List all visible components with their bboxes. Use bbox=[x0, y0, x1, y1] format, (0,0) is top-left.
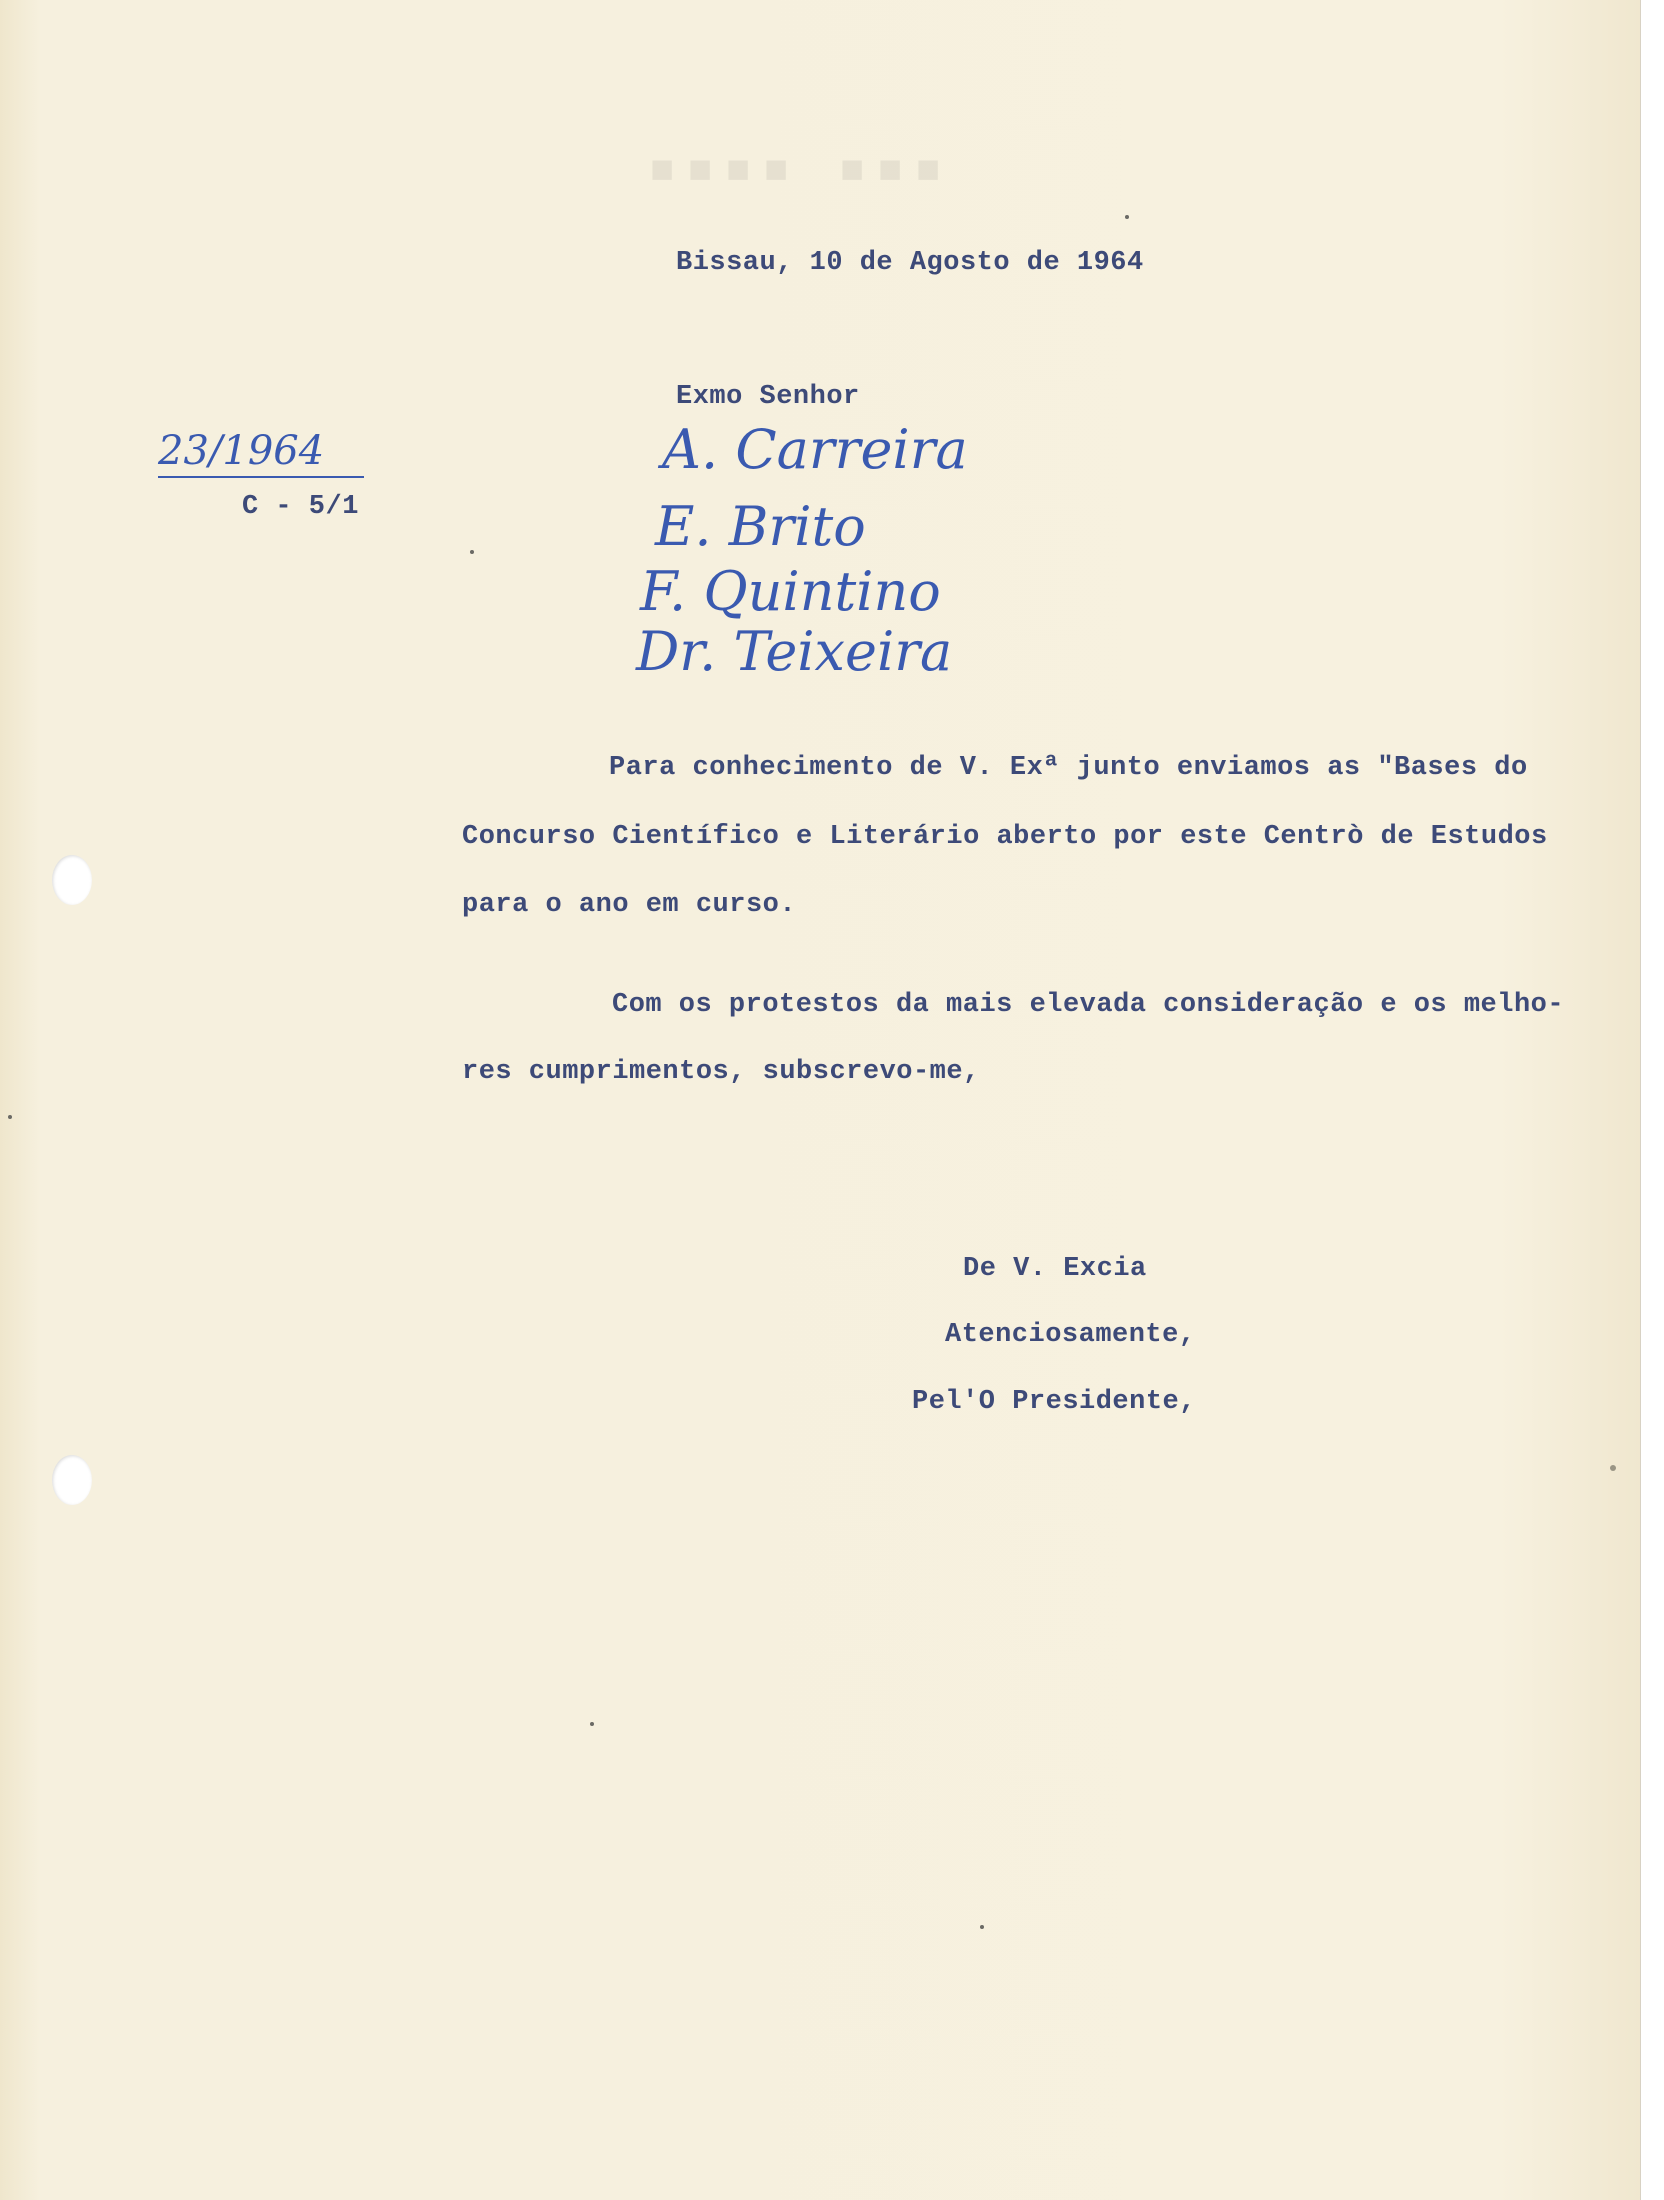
recipient-1: A. Carreira bbox=[662, 418, 968, 481]
place-date: Bissau, 10 de Agosto de 1964 bbox=[676, 248, 1144, 278]
body-line-5: res cumprimentos, subscrevo-me, bbox=[462, 1057, 980, 1087]
recipient-4: Dr. Teixeira bbox=[636, 620, 953, 683]
recipient-2: E. Brito bbox=[655, 495, 866, 558]
closing-line-3: Pel'O Presidente, bbox=[912, 1387, 1196, 1417]
paper-speck bbox=[8, 1115, 12, 1119]
body-line-2: Concurso Científico e Literário aberto por este Centrò de Estudos bbox=[462, 822, 1548, 852]
punch-hole-top bbox=[52, 855, 92, 905]
body-line-3: para o ano em curso. bbox=[462, 890, 797, 920]
closing-line-1: De V. Excia bbox=[963, 1254, 1147, 1284]
salutation: Exmo Senhor bbox=[676, 382, 860, 412]
body-line-1: Para conhecimento de V. Exª junto enviamos as "Bases do bbox=[609, 753, 1528, 783]
reference-number: 23/1964 bbox=[158, 428, 364, 478]
paper-speck bbox=[470, 550, 474, 554]
paper-speck bbox=[1610, 1465, 1616, 1471]
body-line-4: Com os protestos da mais elevada consideração e os melho- bbox=[612, 990, 1565, 1020]
recipient-3: F. Quintino bbox=[640, 560, 941, 623]
closing-line-2: Atenciosamente, bbox=[945, 1320, 1196, 1350]
scan-edge bbox=[1640, 0, 1664, 2200]
paper-speck bbox=[590, 1722, 594, 1726]
letterhead-bleed-through: ■■■■ ■■■ bbox=[650, 150, 955, 195]
paper-speck bbox=[1125, 215, 1129, 219]
reference-code: C - 5/1 bbox=[242, 492, 359, 522]
paper-speck bbox=[980, 1925, 984, 1929]
punch-hole-bottom bbox=[52, 1455, 92, 1505]
